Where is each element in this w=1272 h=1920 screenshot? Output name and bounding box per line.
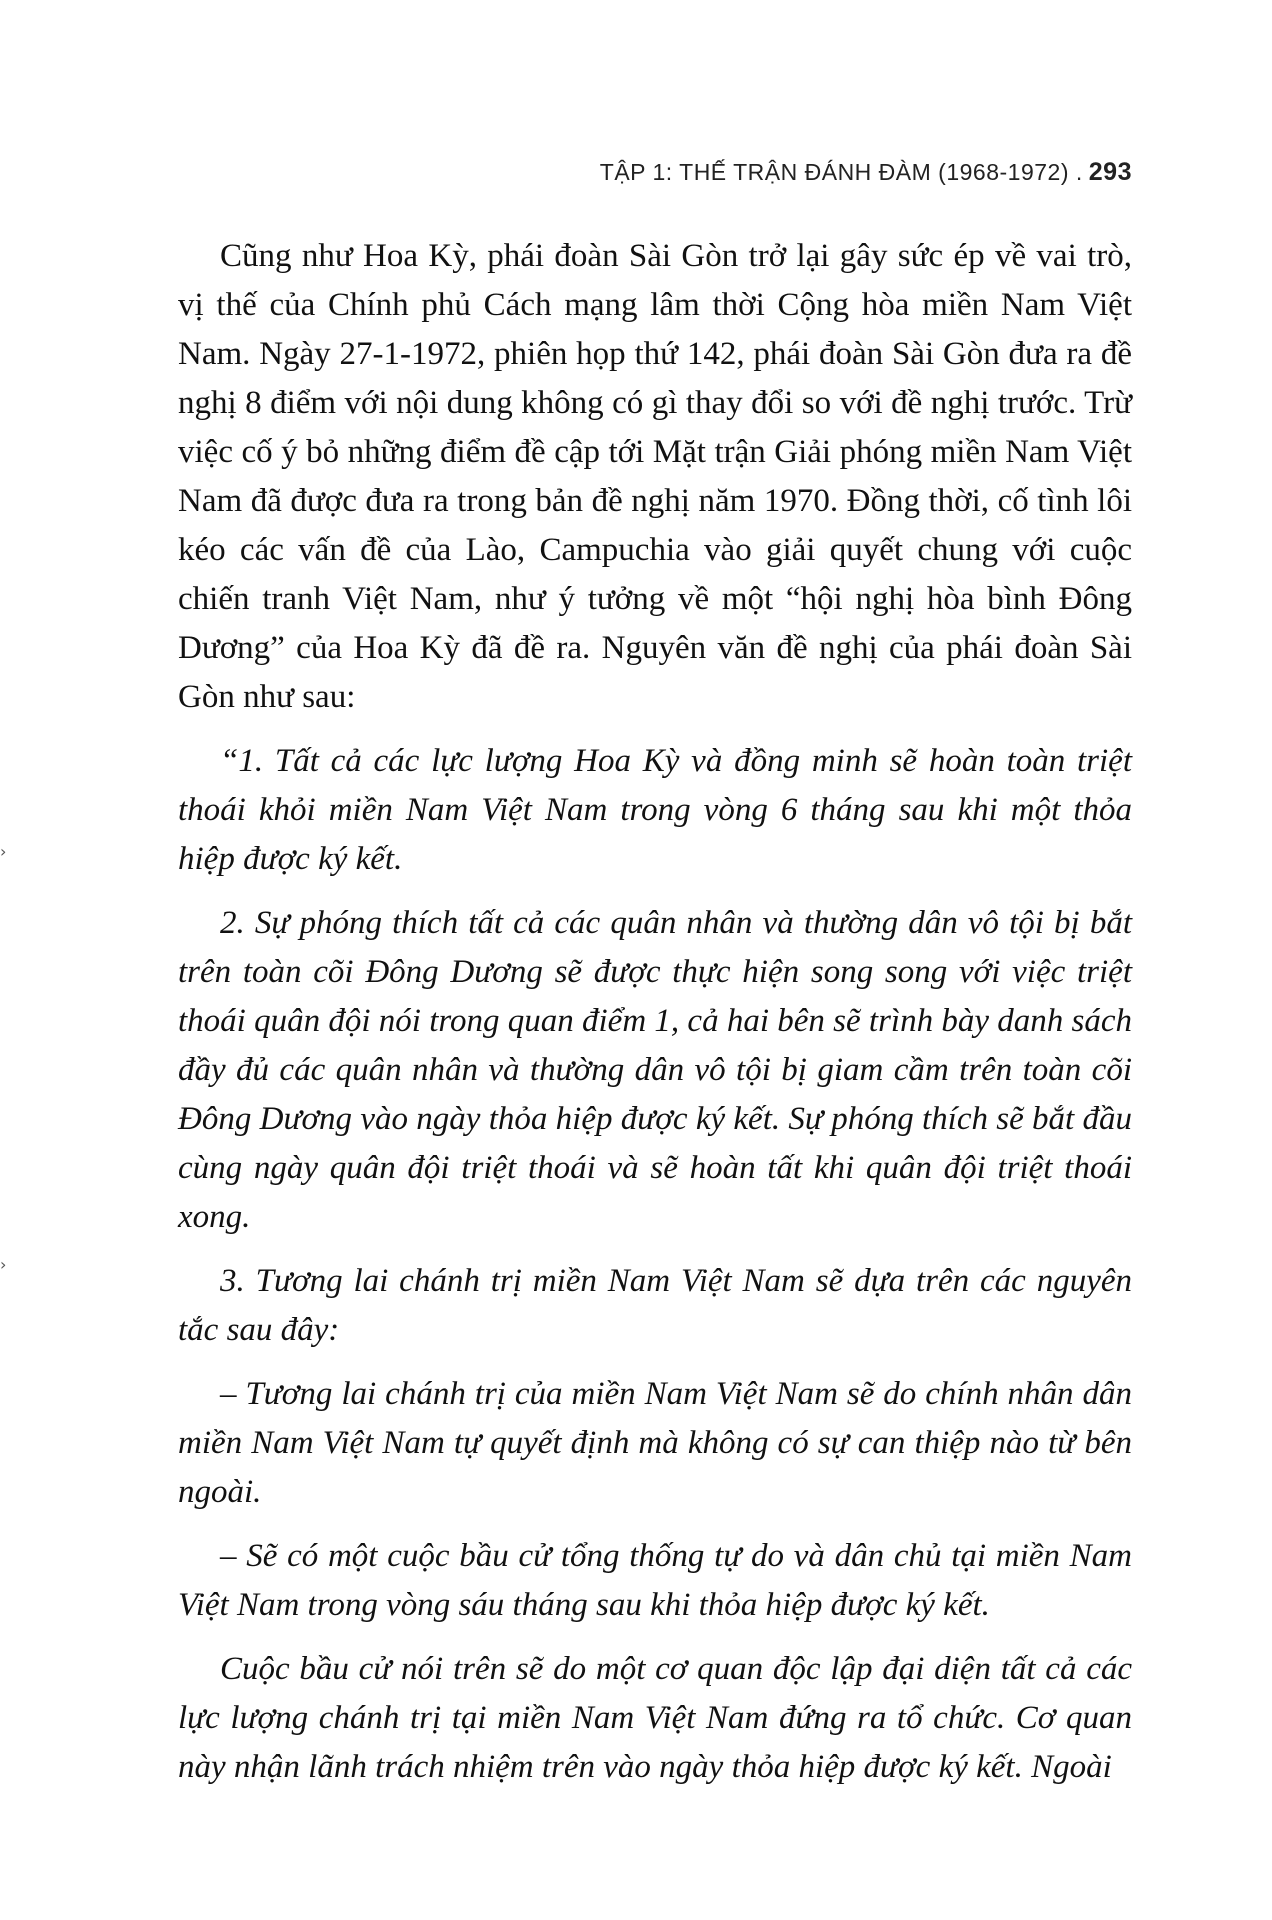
running-title: TẬP 1: THẾ TRẬN ĐÁNH ĐÀM (1968-1972) . bbox=[599, 159, 1083, 185]
running-header bbox=[600, 158, 1132, 187]
quoted-subpoint-b: – Sẽ có một cuộc bầu cử tổng thống tự do và dân chủ tại miền Nam Việt Nam trong vòng sáu tháng sau khi thỏa hiệp được ký kết. bbox=[178, 1538, 1132, 1623]
page-number: 293 bbox=[1088, 158, 1132, 186]
intro-paragraph: Cũng như Hoa Kỳ, phái đoàn Sài Gòn trở lại gây sức ép về vai trò, vị thế của Chính phủ Cách mạng lâm thời Cộng hòa miền Nam Việt Nam. Ngày 27-1-1972, phiên họp thứ 142, phái đoàn Sài Gòn đưa ra đề nghị 8 điểm với nội dung không có gì thay đổi so với đề nghị trước. Trừ việc cố ý bỏ những điểm đề cập tới Mặt trận Giải phóng miền Nam Việt Nam đã được đưa ra trong bản đề nghị năm 1970. Đồng thời, cố tình lôi kéo các vấn đề của Lào, Campuchia vào giải quyết chung với cuộc chiến tranh Việt Nam, như ý tưởng về một “hội nghị hòa bình Đông Dương” của Hoa Kỳ đã đề ra. Nguyên văn đề nghị của phái đoàn Sài Gòn như sau: bbox=[178, 238, 1132, 715]
quoted-point-2: 2. Sự phóng thích tất cả các quân nhân và thường dân vô tội bị bắt trên toàn cõi Đông Dương sẽ được thực hiện song song với việc triệt thoái quân đội nói trong quan điểm 1, cả hai bên sẽ trình bày danh sách đầy đủ các quân nhân và thường dân vô tội bị giam cầm trên toàn cõi Đông Dương vào ngày thỏa hiệp được ký kết. Sự phóng thích sẽ bắt đầu cùng ngày quân đội triệt thoái và sẽ hoàn tất khi quân đội triệt thoái xong. bbox=[178, 905, 1132, 1235]
quoted-election-paragraph: Cuộc bầu cử nói trên sẽ do một cơ quan độc lập đại diện tất cả các lực lượng chánh trị tại miền Nam Việt Nam đứng ra tổ chức. Cơ quan này nhận lãnh trách nhiệm trên vào ngày thỏa hiệp được ký kết. Ngoài bbox=[178, 1651, 1132, 1785]
quoted-point-1: “1. Tất cả các lực lượng Hoa Kỳ và đồng minh sẽ hoàn toàn triệt thoái khỏi miền Nam Việt Nam trong vòng 6 tháng sau khi một thỏa hiệp được ký kết. bbox=[178, 743, 1132, 877]
edge-arrow-mark: › bbox=[0, 1255, 7, 1274]
quoted-point-3: 3. Tương lai chánh trị miền Nam Việt Nam sẽ dựa trên các nguyên tắc sau đây: bbox=[178, 1263, 1132, 1348]
body-text bbox=[178, 232, 1132, 1792]
edge-arrow-mark: › bbox=[0, 842, 7, 861]
quoted-subpoint-a: – Tương lai chánh trị của miền Nam Việt Nam sẽ do chính nhân dân miền Nam Việt Nam tự quyết định mà không có sự can thiệp nào từ bên ngoài. bbox=[178, 1376, 1132, 1510]
